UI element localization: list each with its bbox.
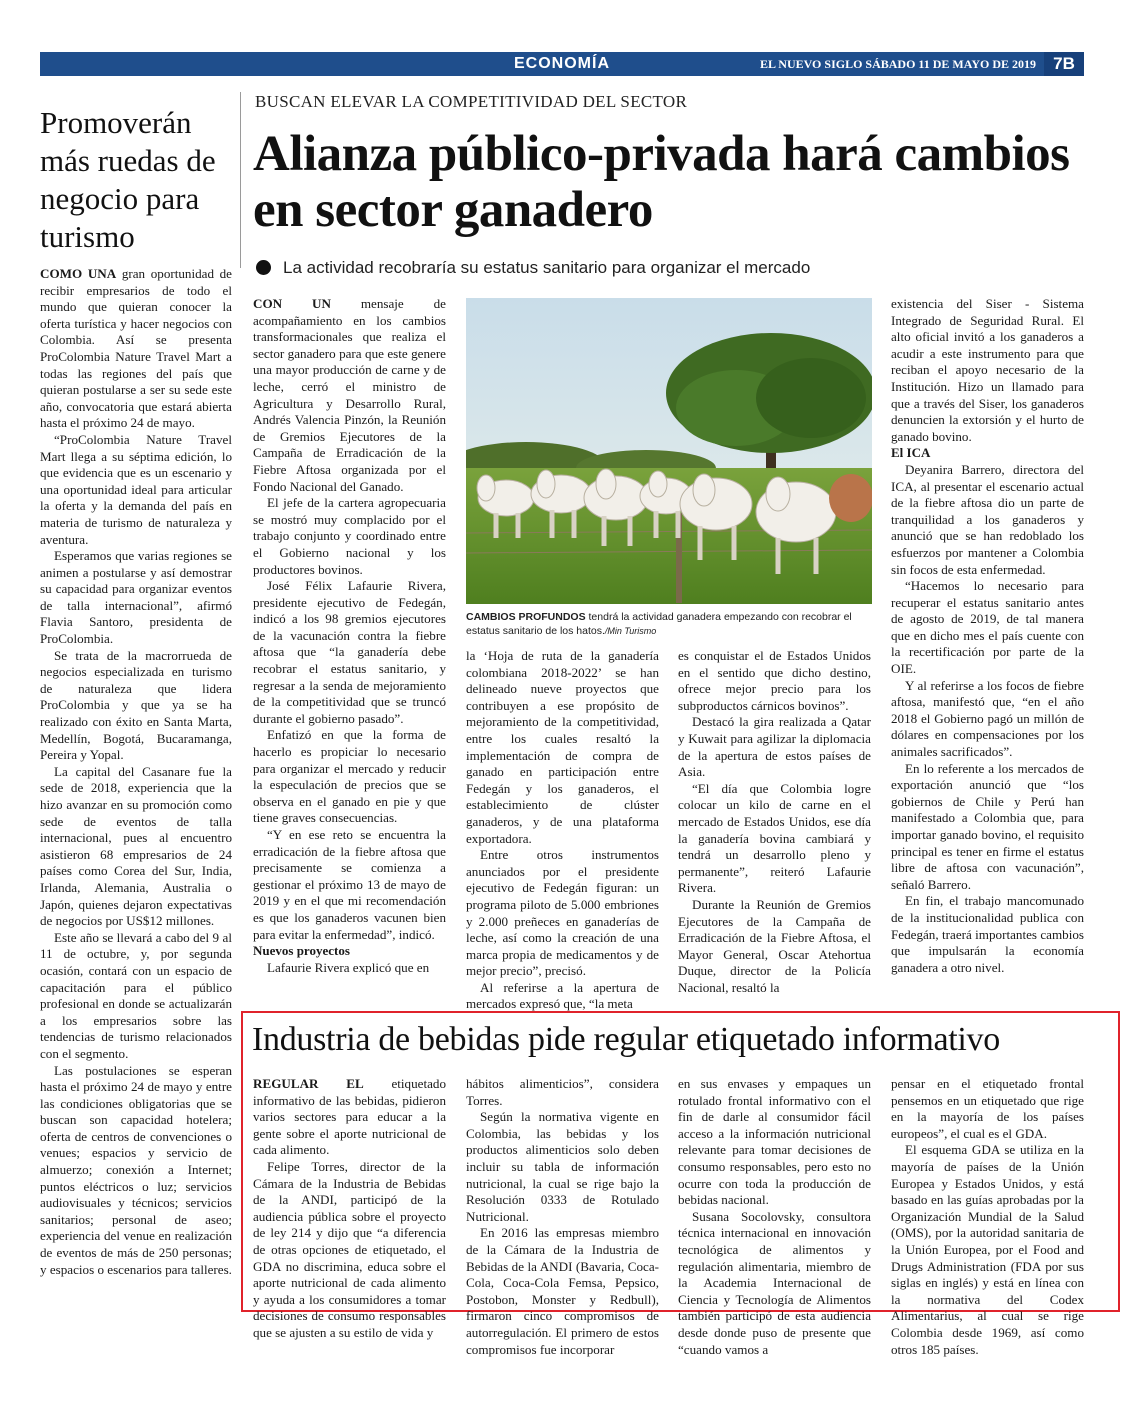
paragraph: Esperamos que varias regiones se animen a postularse y así demostrar su capacidad para organizar eventos de talla internacional”, afirmó Flavia Santoro, presidenta de ProColombia. [40,548,232,647]
paragraph: José Félix Lafaurie Rivera, presidente ejecutivo de Fedegán, indicó a los 98 gremios ejecutores de la vacunación contra la fiebre aftosa que “la ganadería debe recobrar el estatus sanitario, y regresar a la senda de mejoramiento de la competitividad que se truncó durante el gobierno pasado”. [253,578,446,726]
paragraph: pensar en el etiquetado frontal pensemos en un etiquetado que rige en la mayoría de los países europeos”, el cual es el GDA. [891,1076,1084,1141]
paragraph: “Y en ese reto se encuentra la erradicación de la fiebre aftosa que precisamente se comienza a gestionar el próximo 13 de mayo de 2019 y en el que mi recomendación es que los ganaderos vacunen bien para evitar la enfermedad”, indicó. [253,827,446,942]
paragraph: Destacó la gira realizada a Qatar y Kuwait para agilizar la diplomacia de la apertura de estos países de Asia. [678,714,871,780]
paragraph: es conquistar el de Estados Unidos en el sentido que dicho destino, ofrece mejor precio para los subproductos cárnicos bovinos”. [678,648,871,713]
paragraph: Entre otros instrumentos anunciados por el presidente ejecutivo de Fedegán figuran: un programa piloto de 5.000 embriones y 2.000 preñeces en ganaderías de leche, así como la creación de una marca propia de medicamentos y de mejor precio”, precisó. [466,847,659,979]
main-article-column-1 [253,296,446,976]
paragraph: Este año se llevará a cabo del 9 al 11 de octubre, y, por segunda ocasión, contará con un espacio de capacitación para el público profesional en donde se actualizarán a los empresarios sobre las tendencias de turismo relacionados con el segmento. [40,929,232,1061]
paragraph: La capital del Casanare fue la sede de 2018, experiencia que la hizo avanzar en su promoción como sede de eventos de talla internacional, pues al encuentro asistieron 68 empresarios de 24 países como Corea del Sur, India, Irlanda, Alemania, Australia o Japón, quienes dejaron expectativas de negocios por US$12 millones. [40,763,232,929]
left-article-headline: Promoverán más ruedas de negocio para turismo [40,105,216,254]
paragraph: Se trata de la macrorrueda de negocios especializada en turismo de naturaleza que lidera ProColombia y que ya se ha realizado con éxito en Santa Marta, Medellín, Bogotá, Bucaramanga, Pereira y Yopal. [40,647,232,763]
bullet-icon [256,260,271,275]
caption-lead: CAMBIOS PROFUNDOS [466,611,586,623]
paragraph: Según la normativa vigente en Colombia, las bebidas y los productos alimenticios solo deben incluir su tabla de información nutricional, la cual se rige bajo la Resolución 0333 de Rotulado Nutricional. [466,1109,659,1224]
boxed-article-column-4 [891,1076,1084,1358]
paragraph: El jefe de la cartera agropecuaria se mostró muy complacido por el trabajo conjunto y coordinado entre el Gobierno nacional y los productores bovinos. [253,495,446,577]
paragraph: “ProColombia Nature Travel Mart llega a su séptima edición, lo que evidencia que es un escenario y una oportunidad ideal para articular la oferta y la demanda del país en materia de turismo de naturaleza y aventura. [40,431,232,547]
paragraph: El esquema GDA se utiliza en la mayoría de países de la Unión Europea y Estados Unidos, y está basado en las guías aprobadas por la Organización Mundial de la Salud (OMS), por la autoridad sanitaria de la Unión Europea, por el Food and Drugs Administration (FDA por sus siglas en inglés) y está en línea con la normativa del Codex Alimentarius, al cual se rige Colombia desde 1969, así como otros 185 países. [891,1142,1084,1357]
main-article-deck [256,258,810,278]
caption-text: tendrá la actividad ganadera empezando con recobrar el estatus sanitario de los hatos. [466,611,852,637]
paragraph: Y al referirse a los focos de fiebre aftosa, manifestó que, “en el año 2018 el Gobierno pagó un millón de dólares en compensaciones por los animales sacrificados”. [891,677,1084,760]
paragraph: En 2016 las empresas miembro de la Cámara de la Industria de Bebidas de la ANDI (Bavaria, Coca-Cola, Coca-Cola Femsa, Pepsico, Postobon, Monster y Redbull), firmaron cinco compromisos de autorregulación. El primero de estos compromisos fue incorporar [466,1225,659,1357]
boxed-article-column-2 [466,1076,659,1358]
paragraph: existencia del Siser - Sistema Integrado de Seguridad Rural. El alto oficial invitó a los ganaderos a acudir a este instrumento para que reciban el apoyo necesario de la Institución. Hizo un llamado para que a través del Siser, los ganaderos denuncien la extorsión y el hurto de ganado bovino. [891,296,1084,444]
paragraph: Felipe Torres, director de la Cámara de la Industria de Bebidas de la ANDI, participó de la audiencia pública sobre el proyecto de ley 214 y dijo que “a diferencia de otras opciones de etiquetado, el GDA no discrimina, educa sobre el aporte nutricional de cada alimento y ayuda a los consumidores a tomar decisiones de consumo responsables que se ajusten a su estilo de vida y [253,1158,446,1340]
main-article-column-3 [678,648,871,996]
paragraph: Susana Socolovsky, consultora técnica internacional en innovación tecnológica de alimentos y regulación alimentaria, miembro de la Academia Internacional de Ciencia y Tecnología de Alimentos también participó de esta audiencia desde donde puso de presente que “cuando vamos a [678,1208,871,1357]
paragraph: la ‘Hoja de ruta de la ganadería colombiana 2018-2022’ se han delineado nueve proyectos que contribuyen a ese propósito de mejoramiento de la competitividad, entre los cuales resaltó la implementación de compra de ganado en participación entre Fedegán y los ganaderos, el establecimiento de clúster ganaderos, y de una plataforma exportadora. [466,648,659,846]
subheading: El ICA [891,445,931,461]
paragraph: Deyanira Barrero, directora del ICA, al presentar el escenario actual de la fiebre aftosa dio un parte de tranquilidad a los ganaderos y anunció que se han redoblado los esfuerzos por mantener a Colombia sin focos de esta enfermedad. [891,461,1084,577]
photo-caption [466,610,874,638]
column-divider [240,92,241,268]
paragraph: “Hacemos lo necesario para recuperar el estatus sanitario antes de agosto de 2019, de tal manera que en dicho mes el país cuente con la recertificación por parte de la OIE. [891,578,1084,677]
deck-text: La actividad recobraría su estatus sanitario para organizar el mercado [283,258,811,277]
paragraph: Lafaurie Rivera explicó que en [267,959,430,975]
paragraph: Enfatizó en que la forma de hacerlo es propiciar lo necesario para organizar el mercado y reducir la especulación de precios que se observa en el ganado en pie y que tiene graves consecuencias. [253,727,446,826]
masthead-date: EL NUEVO SIGLO SÁBADO 11 DE MAYO DE 2019 [759,57,1036,71]
main-article-column-2 [466,648,659,1013]
main-article-lead: CON UN [253,296,331,311]
left-article-lead: COMO UNA [40,266,117,281]
cattle-photo [466,298,872,604]
paragraph: En lo referente a los mercados de exportación anunció que “los gobiernos de Chile y Perú han manifestado a Colombia que, para importar ganado bovino, el requisito principal es tener en firme el estatus libre de aftosa con vacunación”, señaló Barrero. [891,760,1084,892]
paragraph: mensaje de acompañamiento en los cambios transformacionales que realiza el sector ganadero para que este genere una mayor producción de carne y de leche, cerró el ministro de Agricultura y Desarrollo Rural, Andrés Valencia Pinzón, la Reunión de Gremios Ejecutores de la Campaña de Erradicación de la Fiebre Aftosa organizada por el Fondo Nacional del Ganado. [253,296,446,494]
paragraph: etiquetado informativo de las bebidas, pidieron varios sectores para educar a la gente sobre el aporte nutricional de cada alimento. [253,1076,446,1158]
page-number: 7B [1044,52,1084,76]
paragraph: gran oportunidad de recibir empresarios de todo el mundo que quieran conocer la oferta turística y hacer negocios con Colombia. Así se presenta ProColombia Nature Travel Mart a todas las regiones del país que quieran postularse a ser su sede este año, convocatoria que estará abierta hasta el próximo 24 de mayo. [40,266,232,431]
section-header-bar [40,52,1084,76]
boxed-article-lead: REGULAR EL [253,1076,364,1091]
boxed-article-column-3 [678,1076,871,1358]
paragraph: en sus envases y empaques un rotulado frontal informativo con el fin de darle al consumidor fácil acceso a la información nutricional relevante para tomar decisiones de consumo responsables, pero esto no ocurre con toda la producción de bebidas nacional. [678,1076,871,1208]
section-name: ECONOMÍA [514,55,610,72]
main-article-headline: Alianza público-privada hará cambios en sector ganadero [253,126,1070,238]
paragraph: En fin, el trabajo mancomunado de la institucionalidad publica con Fedegán, traerá importantes cambios que impulsarán la economía ganadera a otro nivel. [891,893,1084,975]
main-article-column-4 [891,296,1084,976]
main-article-kicker: BUSCAN ELEVAR LA COMPETITIVIDAD DEL SECTOR [255,92,688,111]
paragraph: Al referirse a la apertura de mercados expresó que, “la meta [466,979,659,1012]
boxed-article-column-1 [253,1076,446,1342]
paragraph: “El día que Colombia logre colocar un kilo de carne en el mercado de Estados Unidos, ese día la ganadería bovina cambiará y tendrá un desarrollo pleno y permanente”, reiteró Lafaurie Rivera. [678,780,871,896]
subheading: Nuevos proyectos [253,943,350,959]
photo-credit: /Min Turismo [604,626,657,636]
cattle-photo-illustration [466,298,872,604]
paragraph: Durante la Reunión de Gremios Ejecutores de la Campaña de Erradicación de la Fiebre Aftosa, el Mayor General, Oscar Atehortua Duque, director de la Policía Nacional, resaltó la [678,896,871,995]
paragraph: Las postulaciones se esperan hasta el próximo 24 de mayo y entre las condiciones obligatorias que se buscan son capacidad hotelera; oferta de centros de convenciones o venues; espacios y servicio de almuerzo; conexión a Internet; puntos eléctricos o luz; servicios audiovisuales y técnicos; servicios sanitarios; personal de aseo; experiencia del venue en realización de eventos de más de 250 personas; y espacios o escenarios para talleres. [40,1062,232,1277]
boxed-article-headline: Industria de bebidas pide regular etiquetado informativo [252,1021,1000,1058]
left-article-body [40,266,232,1278]
paragraph: hábitos alimenticios”, considera Torres. [466,1076,659,1108]
